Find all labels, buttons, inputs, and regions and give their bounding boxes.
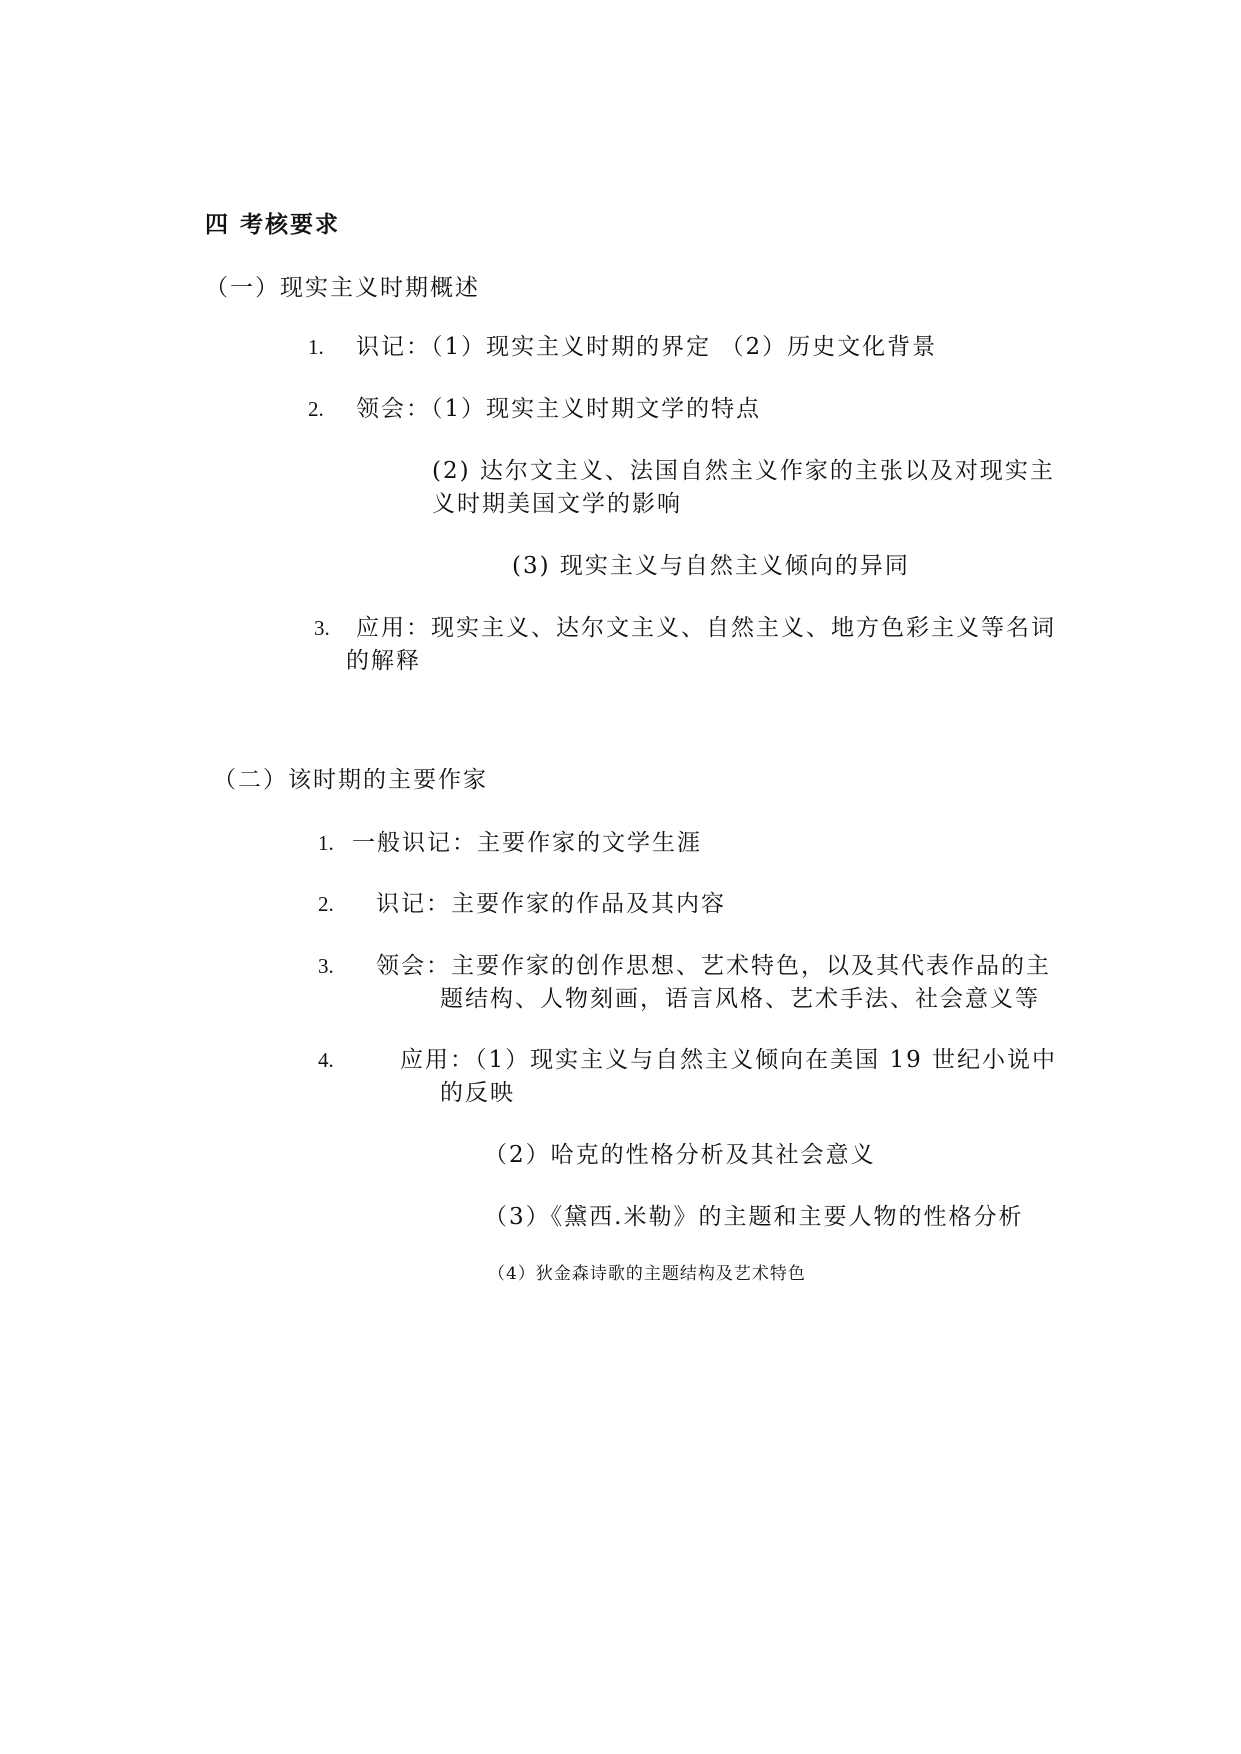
list-subitem-text: （3）《黛西.米勒》的主题和主要人物的性格分析	[484, 1204, 1024, 1230]
list-item-text: 识记：主要作家的作品及其内容	[376, 891, 726, 917]
list-item-continuation: 题结构、人物刻画，语言风格、艺术手法、社会意义等	[440, 986, 1040, 1012]
list-item-text: 应用：（1）现实主义与自然主义倾向在美国 19 世纪小说中	[400, 1047, 1058, 1073]
list-item-text: 领会：（1）现实主义时期文学的特点	[356, 396, 762, 422]
list-number: 3.	[318, 954, 334, 978]
list-subitem-text: （2）哈克的性格分析及其社会意义	[484, 1142, 876, 1168]
list-number: 3.	[314, 616, 330, 640]
list-number: 1.	[318, 831, 334, 855]
list-item-text: 应用：现实主义、达尔文主义、自然主义、地方色彩主义等名词	[356, 615, 1056, 641]
list-subitem-continuation: 义时期美国文学的影响	[432, 491, 682, 517]
list-item-continuation: 的解释	[346, 648, 421, 674]
list-item-continuation: 的反映	[440, 1080, 515, 1106]
list-subitem-text: (3) 现实主义与自然主义倾向的异同	[512, 553, 910, 579]
list-item-text: 一般识记：主要作家的文学生涯	[352, 830, 702, 856]
section-heading: 四 考核要求	[205, 211, 341, 238]
list-number: 4.	[318, 1048, 334, 1072]
subsection-title-2: （二）该时期的主要作家	[213, 767, 488, 793]
list-number: 2.	[308, 397, 324, 421]
list-item-text: 领会：主要作家的创作思想、艺术特色，以及其代表作品的主	[376, 953, 1051, 979]
subsection-title-1: （一）现实主义时期概述	[205, 275, 480, 301]
list-number: 2.	[318, 892, 334, 916]
list-item-text: 识记：（1）现实主义时期的界定 （2）历史文化背景	[356, 334, 938, 360]
list-subitem-text-small: （4）狄金森诗歌的主题结构及艺术特色	[488, 1264, 806, 1284]
list-number: 1.	[308, 335, 324, 359]
list-subitem-text: (2) 达尔文主义、法国自然主义作家的主张以及对现实主	[432, 458, 1055, 484]
